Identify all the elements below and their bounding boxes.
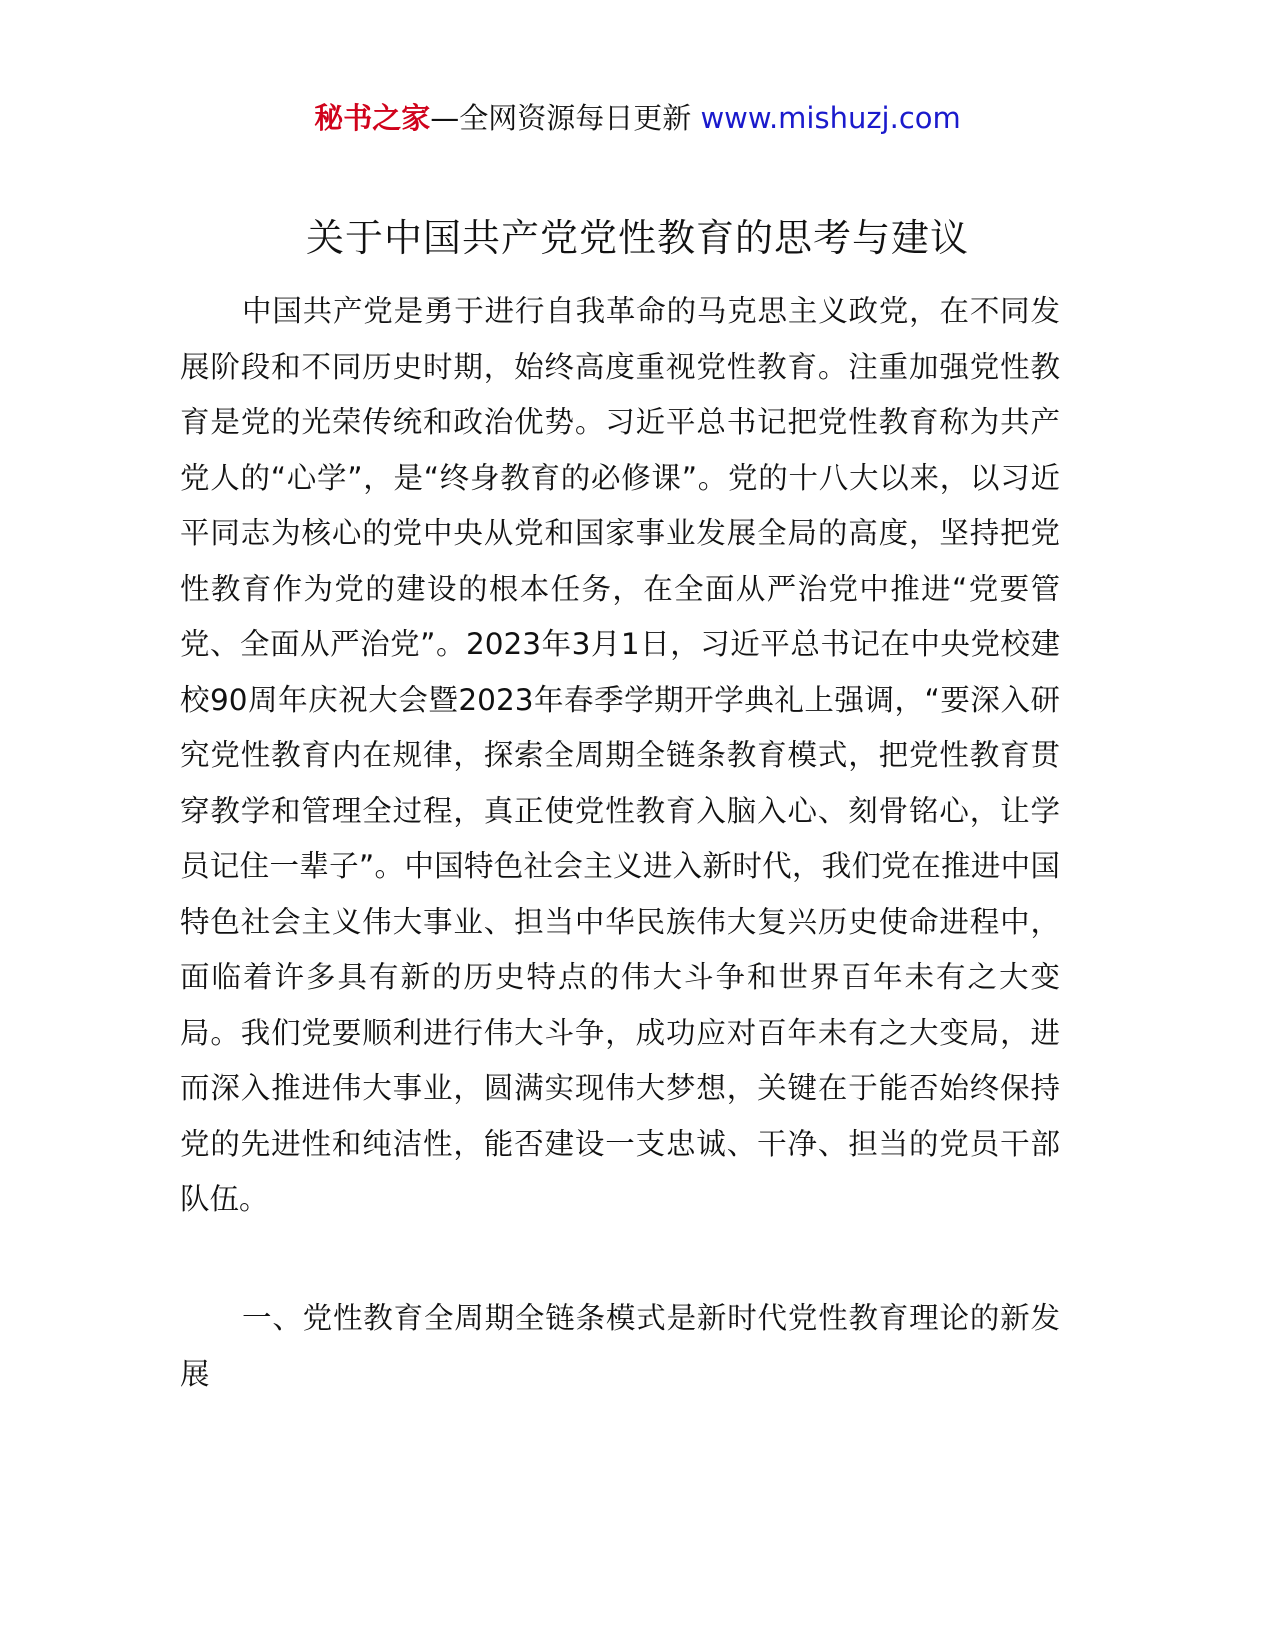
site-tagline: —全网资源每日更新 — [430, 101, 692, 135]
section-heading-1: 一、党性教育全周期全链条模式是新时代党性教育理论的新发展 — [180, 1301, 1060, 1391]
site-brand-name: 秘书之家 — [314, 101, 431, 135]
document-title: 关于中国共产党党性教育的思考与建议 — [305, 216, 969, 260]
site-url-link[interactable]: www.mishuzj.com — [700, 101, 961, 135]
site-header — [0, 98, 1275, 138]
body-paragraph-intro: 中国共产党是勇于进行自我革命的马克思主义政党，在不同发展阶段和不同历史时期，始终高度重视党性教育。注重加强党性教育是党的光荣传统和政治优势。习近平总书记把党性教育称为共产党人的“心学”，是“终身教育的必修课”。党的十八大以来，以习近平同志为核心的党中央从党和国家事业发展全局的高度，坚持把党性教育作为党的建设的根本任务，在全面从严治党中推进“党要管党、全面从严治党”。2023年3月1日，习近平总书记在中央党校建校90周年庆祝大会暨2023年春季学期开学典礼上强调，“要深入研究党性教育内在规律，探索全周期全链条教育模式，把党性教育贯穿教学和管理全过程，真正使党性教育入脑入心、刻骨铭心，让学员记住一辈子”。中国特色社会主义进入新时代，我们党在推进中国特色社会主义伟大事业、担当中华民族伟大复兴历史使命进程中，面临着许多具有新的历史特点的伟大斗争和世界百年未有之大变局。我们党要顺利进行伟大斗争，成功应对百年未有之大变局，进而深入推进伟大事业，圆满实现伟大梦想，关键在于能否始终保持党的先进性和纯洁性，能否建设一支忠诚、干净、担当的党员干部队伍。 — [180, 294, 1060, 1216]
